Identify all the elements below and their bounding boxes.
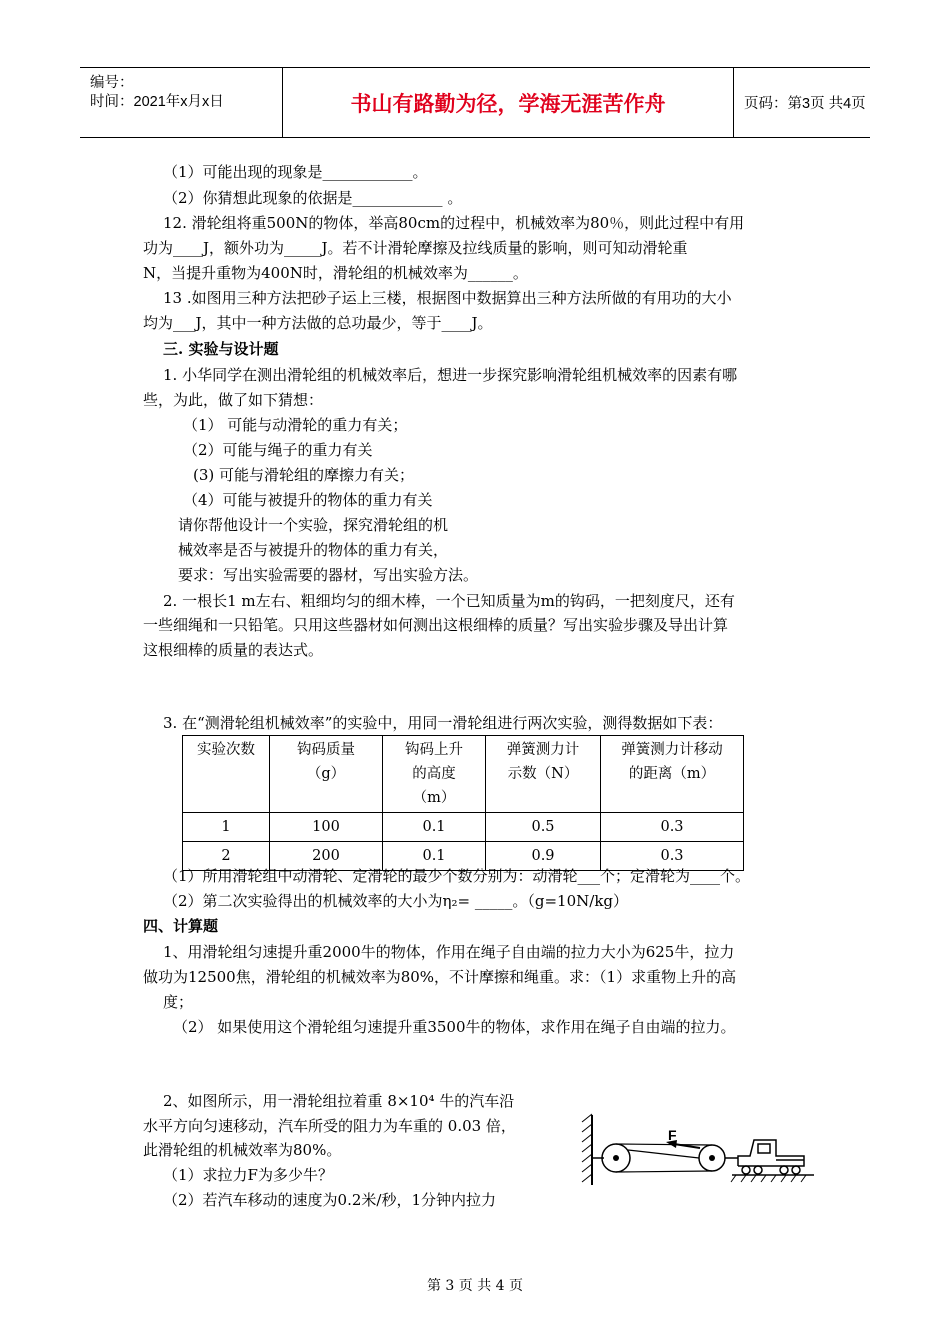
table-header-row bbox=[183, 736, 744, 813]
text-line: 度； bbox=[163, 993, 194, 1011]
text-line: 这根细棒的质量的表达式。 bbox=[143, 641, 324, 659]
table-header-cell: 实验次数 bbox=[183, 736, 270, 813]
section-heading: 三. 实验与设计题 bbox=[163, 340, 279, 358]
text-line: （1）求拉力F为多少牛？ bbox=[163, 1166, 333, 1184]
text-line: 功为____J，额外功为_____J。若不计滑轮摩擦及拉线质量的影响，则可知动滑轮重 bbox=[143, 239, 688, 257]
table-header-cell: 弹簧测力计 示数（N） bbox=[486, 736, 601, 813]
text-line: 13 .如图用三种方法把砂子运上三楼，根据图中数据算出三种方法所做的有用功的大小 bbox=[163, 289, 732, 307]
text-line: N，当提升重物为400N时，滑轮组的机械效率为______。 bbox=[143, 264, 528, 282]
text-line: （4）可能与被提升的物体的重力有关 bbox=[183, 491, 433, 509]
section-heading: 四、计算题 bbox=[143, 917, 219, 935]
table-cell: 2 bbox=[183, 842, 270, 871]
header-page-label: 页码：第3页 共4页 bbox=[744, 96, 866, 112]
experiment-table bbox=[182, 735, 744, 871]
text-line: （2）你猜想此现象的依据是____________ 。 bbox=[163, 189, 463, 207]
text-line: （2）第二次实验得出的机械效率的大小为η₂= _____。（g=10N/kg） bbox=[163, 892, 629, 910]
table-cell: 0.9 bbox=[486, 842, 601, 871]
text-line: 3. 在“测滑轮组机械效率”的实验中，用同一滑轮组进行两次实验，测得数据如下表： bbox=[163, 714, 723, 732]
page-footer: 第 3 页 共 4 页 bbox=[426, 1278, 524, 1294]
text-line: （1） 可能与动滑轮的重力有关； bbox=[183, 416, 408, 434]
table-header-cell: 钩码质量 （g） bbox=[270, 736, 383, 813]
text-line: （2） 如果使用这个滑轮组匀速提升重3500牛的物体，求作用在绳子自由端的拉力。 bbox=[173, 1018, 736, 1036]
table-cell: 0.1 bbox=[383, 813, 486, 842]
text-line: 2、如图所示，用一滑轮组拉着重 8×10⁴ 牛的汽车沿 bbox=[163, 1092, 515, 1110]
table-cell: 0.5 bbox=[486, 813, 601, 842]
text-line: 1、用滑轮组匀速提升重2000牛的物体，作用在绳子自由端的拉力大小为625牛，拉力 bbox=[163, 943, 735, 961]
header-meta bbox=[80, 68, 282, 137]
text-line: （2）若汽车移动的速度为0.2米/秒，1分钟内拉力 bbox=[163, 1191, 496, 1209]
page-header bbox=[80, 67, 870, 138]
table-header-cell: 弹簧测力计移动 的距离（m） bbox=[601, 736, 744, 813]
text-line: 械效率是否与被提升的物体的重力有关， bbox=[178, 541, 449, 559]
text-line: （2）可能与绳子的重力有关 bbox=[183, 441, 373, 459]
car bbox=[738, 1140, 804, 1166]
text-line: (3) 可能与滑轮组的摩擦力有关； bbox=[193, 466, 415, 484]
text-line: 均为___J，其中一种方法做的总功最少，等于____J。 bbox=[143, 314, 493, 332]
table-row bbox=[183, 813, 744, 842]
pulley-car-figure bbox=[578, 1110, 818, 1190]
text-line: 2. 一根长1 m左右、粗细均匀的细木棒，一个已知质量为m的钩码，一把刻度尺，还有 bbox=[163, 592, 735, 610]
text-line: 1. 小华同学在测出滑轮组的机械效率后，想进一步探究影响滑轮组机械效率的因素有哪 bbox=[163, 366, 738, 384]
table-cell: 100 bbox=[270, 813, 383, 842]
wall-hatching bbox=[582, 1114, 592, 1182]
table-cell: 0.1 bbox=[383, 842, 486, 871]
text-line: 水平方向匀速移动，汽车所受的阻力为车重的 0.03 倍， bbox=[143, 1117, 516, 1135]
text-line: （1）可能出现的现象是____________。 bbox=[163, 163, 428, 181]
number-label: 编号： bbox=[90, 75, 134, 91]
header-motto: 书山有路勤为径，学海无涯苦作舟 bbox=[282, 68, 734, 137]
text-line: 一些细绳和一只铅笔。只用这些器材如何测出这根细棒的质量？写出实验步骤及导出计算 bbox=[143, 616, 729, 634]
text-line: （1）所用滑轮组中动滑轮、定滑轮的最少个数分别为：动滑轮___个；定滑轮为____个。 bbox=[163, 867, 751, 885]
force-label: F bbox=[668, 1127, 677, 1143]
table-cell: 0.3 bbox=[601, 842, 744, 871]
ground-hatching bbox=[731, 1175, 806, 1182]
text-line: 要求：写出实验需要的器材，写出实验方法。 bbox=[178, 566, 479, 584]
table-cell: 1 bbox=[183, 813, 270, 842]
text-line: 做功为12500焦，滑轮组的机械效率为80%，不计摩擦和绳重。求：（1）求重物上升的高 bbox=[143, 968, 737, 986]
text-line: 此滑轮组的机械效率为80%。 bbox=[143, 1141, 342, 1159]
table-cell: 0.3 bbox=[601, 813, 744, 842]
text-line: 些，为此，做了如下猜想： bbox=[143, 391, 324, 409]
table-header-cell: 钩码上升 的高度 （m） bbox=[383, 736, 486, 813]
text-line: 请你帮他设计一个实验，探究滑轮组的机 bbox=[178, 516, 449, 534]
table-cell: 200 bbox=[270, 842, 383, 871]
time-label: 时间：2021年x月x日 bbox=[90, 94, 224, 110]
text-line: 12. 滑轮组将重500N的物体，举高80cm的过程中，机械效率为80％，则此过程中有用 bbox=[163, 214, 745, 232]
